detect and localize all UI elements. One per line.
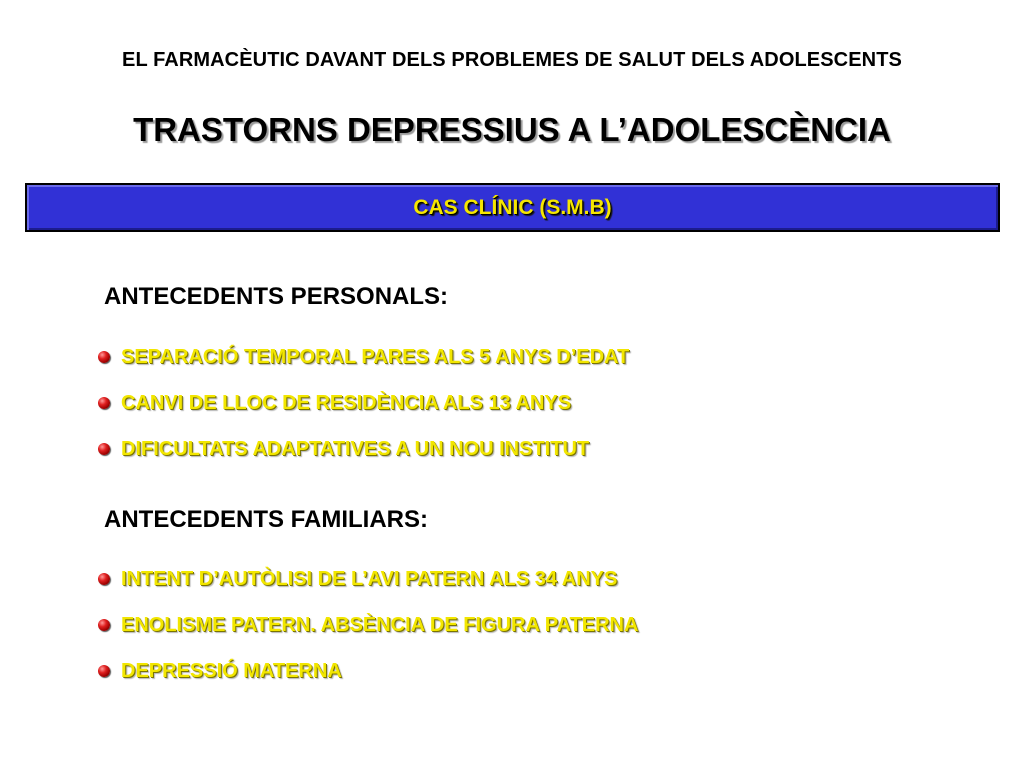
list-item	[98, 648, 638, 694]
presentation-supertitle: EL FARMACÈUTIC DAVANT DELS PROBLEMES DE SALUT DELS ADOLESCENTS	[122, 49, 902, 71]
list-item-text: DIFICULTATS ADAPTATIVES A UN NOU INSTITUT	[121, 437, 590, 460]
bullet-icon	[98, 619, 110, 631]
list-item	[98, 426, 629, 472]
list-item	[98, 334, 629, 380]
case-banner	[25, 183, 1000, 232]
family-history-heading: ANTECEDENTS FAMILIARS:	[104, 506, 428, 533]
bullet-icon	[98, 351, 110, 363]
list-item	[98, 602, 638, 648]
slide-title: TRASTORNS DEPRESSIUS A L’ADOLESCÈNCIA	[133, 111, 891, 148]
list-item-text: INTENT D’AUTÒLISI DE L’AVI PATERN ALS 34 ANYS	[121, 567, 618, 590]
list-item-text: CANVI DE LLOC DE RESIDÈNCIA ALS 13 ANYS	[121, 391, 572, 414]
list-item	[98, 380, 629, 426]
personal-history-list	[98, 334, 629, 472]
bullet-icon	[98, 665, 110, 677]
list-item	[98, 556, 638, 602]
bullet-icon	[98, 397, 110, 409]
case-banner-label: CAS CLÍNIC (S.M.B)	[413, 196, 612, 219]
family-history-list	[98, 556, 638, 694]
list-item-text: ENOLISME PATERN. ABSÈNCIA DE FIGURA PATERNA	[121, 613, 639, 636]
personal-history-heading: ANTECEDENTS PERSONALS:	[104, 283, 449, 310]
list-item-text: DEPRESSIÓ MATERNA	[121, 659, 342, 682]
list-item-text: SEPARACIÓ TEMPORAL PARES ALS 5 ANYS D’EDAT	[121, 345, 630, 368]
bullet-icon	[98, 443, 110, 455]
bullet-icon	[98, 573, 110, 585]
